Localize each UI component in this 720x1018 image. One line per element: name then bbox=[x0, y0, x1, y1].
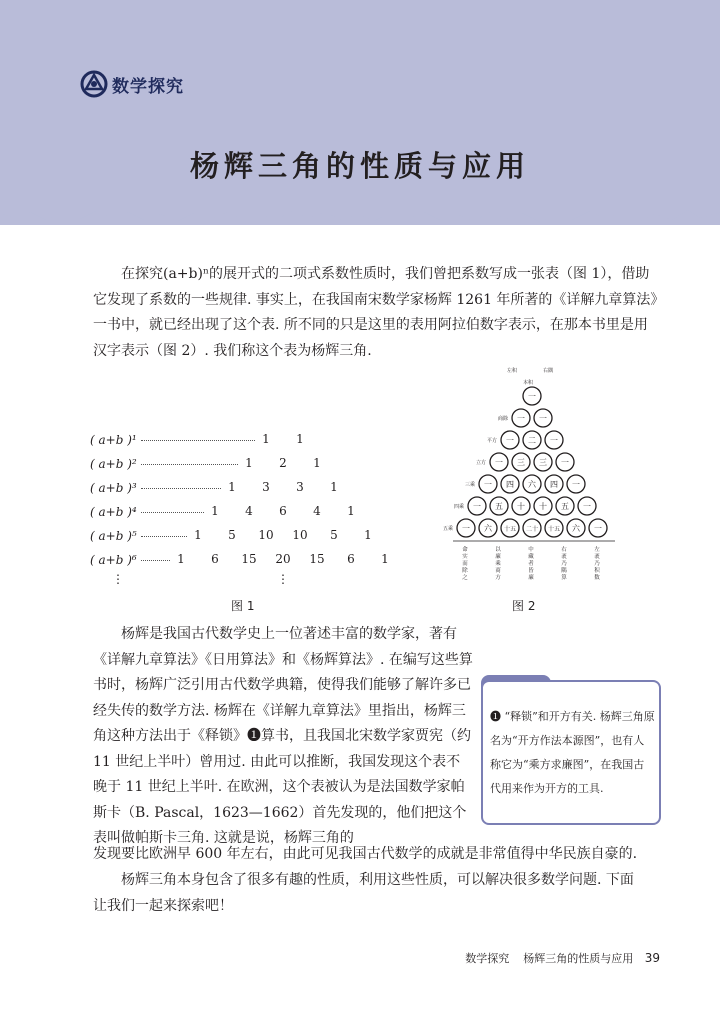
fig1-coefficient: 15 bbox=[241, 552, 257, 566]
fig2-side-label: 平方 bbox=[487, 438, 498, 444]
fig2-numeral: 一 bbox=[561, 458, 569, 467]
fig2-numeral: 一 bbox=[594, 524, 602, 533]
fig1-row-label bbox=[90, 526, 191, 546]
fig2-numeral: 五 bbox=[561, 502, 569, 511]
fig2-numeral: 五 bbox=[495, 502, 503, 511]
fig2-top-label: 右隅 bbox=[543, 368, 554, 374]
fig2-numeral: 四 bbox=[550, 480, 558, 489]
fig1-coefficient: 1 bbox=[381, 552, 389, 566]
page-footer bbox=[400, 950, 660, 966]
fig2-numeral: 三 bbox=[539, 458, 547, 467]
fig2-bottom-label: 右 bbox=[561, 547, 567, 553]
fig2-numeral: 四 bbox=[506, 480, 514, 489]
fig2-bottom-label: 商 bbox=[495, 568, 501, 574]
fig1-coefficient: 15 bbox=[309, 552, 325, 566]
conclusion-paragraph: 发现要比欧洲早 600 年左右，由此可见我国古代数学的成就是非常值得中华民族自豪的. bbox=[93, 846, 638, 862]
fig1-coefficient: 6 bbox=[279, 504, 287, 518]
fig1-coefficient: 3 bbox=[296, 480, 304, 494]
fig2-bottom-label: 而 bbox=[462, 561, 468, 567]
fig1-coefficient: 1 bbox=[245, 456, 253, 470]
fig2-bottom-label: 中 bbox=[528, 547, 534, 553]
fig2-top-label: 左积 bbox=[507, 368, 518, 374]
fig2-bottom-label: 命 bbox=[462, 547, 468, 553]
fig1-coefficient: 1 bbox=[347, 504, 355, 518]
fig2-bottom-label: 实 bbox=[462, 554, 468, 560]
fig1-coefficient: 20 bbox=[275, 552, 291, 566]
fig1-ellipsis: ⋮ bbox=[277, 572, 289, 586]
fig1-coefficient: 1 bbox=[194, 528, 202, 542]
fig1-exponent-label: ( a+b )⁶ bbox=[90, 553, 137, 567]
fig2-numeral: 一 bbox=[583, 502, 591, 511]
fig1-exponent-label: ( a+b )¹ bbox=[90, 433, 137, 447]
intro-paragraph: 在探究(a+b)ⁿ的展开式的二项式系数性质时，我们曾把系数写成一张表（图 1），借助它发现了系数的一些规律. 事实上，在我国南宋数学家杨辉 1261 年所著的《详解九章算法》一书中，就已经出现了这个表. 所不同的只是这里的表用阿拉伯数字表示，在那本书里是用汉字表示（图 2）. 我们称这个表为杨辉三角. bbox=[93, 266, 658, 359]
fig1-row-label bbox=[90, 550, 174, 570]
fig2-numeral: 十 bbox=[539, 502, 547, 511]
fig2-bottom-label: 乘 bbox=[495, 561, 501, 567]
fig2-numeral: 一 bbox=[539, 414, 547, 423]
fig2-bottom-label: 藏 bbox=[528, 554, 534, 560]
fig1-coefficient: 5 bbox=[228, 528, 236, 542]
footnote-text: ❶ “释锁”和开方有关. 杨辉三角原名为“开方作法本源图”，也有人称它为“乘方求廉图”，在我国古代用来作为开方的工具. bbox=[490, 710, 655, 795]
fig2-numeral: 一 bbox=[517, 414, 525, 423]
fig1-exponent-label: ( a+b )⁵ bbox=[90, 529, 137, 543]
fig1-exponent-label: ( a+b )² bbox=[90, 457, 137, 471]
fig1-leader-dots bbox=[141, 555, 170, 561]
fig1-ellipsis: ⋮ bbox=[112, 572, 124, 586]
fig1-row-label bbox=[90, 454, 242, 474]
fig2-numeral: 二 bbox=[528, 436, 536, 445]
fig2-numeral: 一 bbox=[484, 480, 492, 489]
fig1-coefficient: 4 bbox=[245, 504, 253, 518]
fig2-numeral: 六 bbox=[484, 524, 492, 533]
figure-2-yanghui-triangle bbox=[425, 366, 640, 591]
fig1-coefficient: 6 bbox=[211, 552, 219, 566]
fig1-coefficient: 1 bbox=[364, 528, 372, 542]
fig2-side-label: 立方 bbox=[476, 460, 487, 466]
fig1-coefficient: 6 bbox=[347, 552, 355, 566]
fig2-numeral: 一 bbox=[506, 436, 514, 445]
fig2-bottom-label: 乃 bbox=[594, 561, 600, 567]
fig2-numeral: 一 bbox=[528, 392, 536, 401]
fig1-exponent-label: ( a+b )³ bbox=[90, 481, 137, 495]
fig2-numeral: 六 bbox=[528, 480, 536, 489]
section-tag bbox=[80, 68, 184, 100]
fig2-bottom-label: 袤 bbox=[561, 554, 567, 560]
fig1-coefficient: 4 bbox=[313, 504, 321, 518]
fig2-numeral: 一 bbox=[473, 502, 481, 511]
fig2-bottom-label: 乃 bbox=[561, 561, 567, 567]
fig1-coefficient: 1 bbox=[313, 456, 321, 470]
fig2-side-label: 商除 bbox=[498, 416, 509, 422]
fig1-coefficient: 1 bbox=[330, 480, 338, 494]
fig1-row-label bbox=[90, 430, 259, 450]
fig1-coefficient: 1 bbox=[262, 432, 270, 446]
fig2-bottom-label: 廉 bbox=[528, 575, 534, 581]
explore-paragraph: 杨辉三角本身包含了很多有趣的性质，利用这些性质，可以解决很多数学问题. 下面 bbox=[121, 872, 634, 888]
fig1-coefficient: 10 bbox=[258, 528, 274, 542]
figure-1-caption: 图 1 bbox=[231, 599, 255, 613]
footer-section: 数学探究 bbox=[465, 952, 510, 965]
fig2-numeral: 一 bbox=[462, 524, 470, 533]
section-logo-icon bbox=[80, 70, 108, 98]
fig2-bottom-label: 方 bbox=[495, 575, 501, 581]
fig1-coefficient: 3 bbox=[262, 480, 270, 494]
fig1-coefficient: 1 bbox=[211, 504, 219, 518]
fig1-coefficient: 10 bbox=[292, 528, 308, 542]
fig2-numeral: 三 bbox=[517, 458, 525, 467]
header-torn-edge bbox=[0, 190, 720, 230]
fig2-numeral: 一 bbox=[572, 480, 580, 489]
fig2-numeral: 一 bbox=[495, 458, 503, 467]
fig2-bottom-label: 数 bbox=[594, 575, 600, 581]
fig2-side-label: 三乘 bbox=[465, 482, 476, 488]
fig2-bottom-label: 皆 bbox=[528, 568, 534, 574]
page-number: 39 bbox=[644, 951, 660, 965]
fig2-numeral: 十 bbox=[517, 502, 525, 511]
fig2-numeral: 十五 bbox=[503, 526, 517, 533]
fig1-leader-dots bbox=[141, 459, 238, 465]
fig1-leader-dots bbox=[141, 531, 187, 537]
fig2-bottom-label: 之 bbox=[462, 575, 468, 581]
fig1-leader-dots bbox=[141, 507, 204, 513]
fig2-side-label: 五乘 bbox=[443, 526, 454, 532]
fig1-coefficient: 2 bbox=[279, 456, 287, 470]
fig2-numeral: 十五 bbox=[547, 526, 561, 533]
figure-2-caption: 图 2 bbox=[512, 599, 536, 613]
fig2-top-label: 本积 bbox=[523, 380, 534, 386]
fig2-bottom-label: 者 bbox=[528, 561, 534, 567]
fig1-coefficient: 1 bbox=[296, 432, 304, 446]
fig2-bottom-label: 廉 bbox=[495, 554, 501, 560]
fig1-leader-dots bbox=[141, 483, 221, 489]
fig2-numeral: 六 bbox=[572, 524, 580, 533]
fig2-side-label: 四乘 bbox=[454, 504, 465, 510]
fig2-bottom-label: 积 bbox=[594, 568, 600, 574]
fig1-coefficient: 5 bbox=[330, 528, 338, 542]
fig2-bottom-label: 以 bbox=[495, 547, 501, 553]
fig1-row-label bbox=[90, 502, 208, 522]
fig2-numeral: 一 bbox=[550, 436, 558, 445]
footer-title: 杨辉三角的性质与应用 bbox=[523, 952, 634, 965]
fig1-coefficient: 1 bbox=[177, 552, 185, 566]
explore-paragraph-end: 让我们一起来探索吧！ bbox=[93, 898, 233, 914]
fig2-bottom-label: 袤 bbox=[594, 554, 600, 560]
fig2-bottom-label: 算 bbox=[561, 575, 567, 581]
fig2-bottom-label: 隅 bbox=[561, 568, 567, 574]
fig1-coefficient: 1 bbox=[228, 480, 236, 494]
fig2-bottom-label: 左 bbox=[594, 547, 600, 553]
section-label: 数学探究 bbox=[112, 76, 184, 97]
fig1-leader-dots bbox=[141, 435, 255, 441]
history-paragraph: 杨辉是我国古代数学史上一位著述丰富的数学家，著有《详解九章算法》《日用算法》和《杨辉算法》. 在编写这些算书时，杨辉广泛引用古代数学典籍，使得我们能够了解许多已经失传的数学方法. 杨辉在《详解九章算法》里指出，杨辉三角这种方法出于《释锁》❶算书，且我国北宋数学家贾宪（约 11 世纪上半叶）曾用过. 由此可以推断，我国发现这个表不晚于 11 世纪上半叶. 在欧洲，这个表被认为是法国数学家帕斯卡（B. Pascal，1623—1662）首先发现的，他们把这个表叫做帕斯卡三角. 这就是说，杨辉三角的 bbox=[93, 626, 473, 846]
fig2-bottom-label: 除 bbox=[462, 568, 468, 574]
fig2-numeral: 二十 bbox=[525, 526, 539, 533]
fig1-exponent-label: ( a+b )⁴ bbox=[90, 505, 137, 519]
fig1-row-label bbox=[90, 478, 225, 498]
page-title: 杨辉三角的性质与应用 bbox=[189, 149, 530, 183]
figure-1-pascal-table bbox=[90, 430, 390, 600]
